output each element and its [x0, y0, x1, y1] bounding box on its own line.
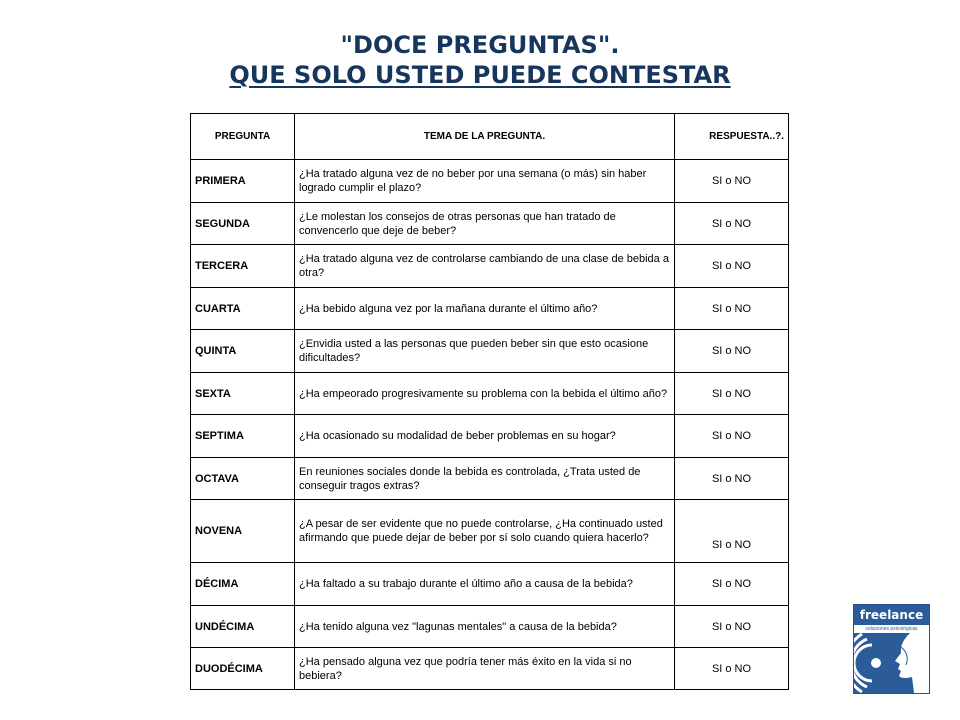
row-answer: SI o NO	[675, 245, 789, 288]
title-line-1: "DOCE PREGUNTAS".	[340, 31, 620, 59]
row-question: ¿Ha bebido alguna vez por la mañana durante el último año?	[295, 288, 675, 330]
header-pregunta: PREGUNTA	[191, 114, 295, 160]
table-row	[191, 563, 789, 606]
row-answer: SI o NO	[675, 288, 789, 330]
row-ordinal: SEGUNDA	[191, 203, 295, 245]
table-header-row	[191, 114, 789, 160]
row-ordinal: PRIMERA	[191, 160, 295, 203]
row-answer: SI o NO	[675, 458, 789, 500]
row-question: ¿Ha tratado alguna vez de no beber por una semana (o más) sin haber logrado cumplir el plazo?	[295, 160, 675, 203]
row-question: ¿Envidia usted a las personas que pueden beber sin que esto ocasione dificultades?	[295, 330, 675, 373]
logo-wordmark: freelance	[854, 605, 929, 625]
row-answer: SI o NO	[675, 606, 789, 648]
row-ordinal: SEPTIMA	[191, 415, 295, 458]
title-line-2: QUE SOLO USTED PUEDE CONTESTAR	[229, 61, 731, 89]
table-row	[191, 373, 789, 415]
row-ordinal: UNDÉCIMA	[191, 606, 295, 648]
row-answer: SI o NO	[675, 373, 789, 415]
row-answer: SI o NO	[675, 563, 789, 606]
row-ordinal: DÉCIMA	[191, 563, 295, 606]
table-row	[191, 160, 789, 203]
table-row	[191, 648, 789, 690]
row-ordinal: NOVENA	[191, 500, 295, 563]
row-question: ¿Le molestan los consejos de otras personas que han tratado de convencerlo que deje de beber?	[295, 203, 675, 245]
row-answer: SI o NO	[675, 330, 789, 373]
table-row	[191, 415, 789, 458]
table-row	[191, 606, 789, 648]
row-answer: SI o NO	[675, 500, 789, 563]
row-ordinal: QUINTA	[191, 330, 295, 373]
row-question: ¿Ha faltado a su trabajo durante el último año a causa de la bebida?	[295, 563, 675, 606]
row-ordinal: SEXTA	[191, 373, 295, 415]
logo-tagline: soluciones psicológicas	[854, 625, 929, 633]
head-silhouette-icon	[854, 633, 929, 693]
row-answer: SI o NO	[675, 648, 789, 690]
row-ordinal: TERCERA	[191, 245, 295, 288]
row-answer: SI o NO	[675, 203, 789, 245]
table-row	[191, 330, 789, 373]
row-question: ¿Ha tenido alguna vez "lagunas mentales" a causa de la bebida?	[295, 606, 675, 648]
row-question: ¿Ha tratado alguna vez de controlarse cambiando de una clase de bebida a otra?	[295, 245, 675, 288]
row-question: En reuniones sociales donde la bebida es controlada, ¿Trata usted de conseguir tragos extras?	[295, 458, 675, 500]
table-row	[191, 203, 789, 245]
row-question: ¿Ha ocasionado su modalidad de beber problemas en su hogar?	[295, 415, 675, 458]
table-row	[191, 245, 789, 288]
row-ordinal: CUARTA	[191, 288, 295, 330]
row-answer: SI o NO	[675, 415, 789, 458]
header-tema: TEMA DE LA PREGUNTA.	[295, 114, 675, 160]
table-row	[191, 500, 789, 563]
questions-table	[190, 113, 789, 690]
row-answer: SI o NO	[675, 160, 789, 203]
row-question: ¿Ha pensado alguna vez que podría tener más éxito en la vida si no bebiera?	[295, 648, 675, 690]
row-question: ¿A pesar de ser evidente que no puede controlarse, ¿Ha continuado usted afirmando que puede dejar de beber por sí solo cuando quiera hacerlo?	[295, 500, 675, 563]
page-title	[0, 30, 960, 90]
freelance-logo	[853, 604, 930, 694]
row-ordinal: OCTAVA	[191, 458, 295, 500]
table-row	[191, 458, 789, 500]
header-respuesta: RESPUESTA..?.	[675, 114, 789, 160]
table-row	[191, 288, 789, 330]
row-question: ¿Ha empeorado progresivamente su problema con la bebida el último año?	[295, 373, 675, 415]
row-ordinal: DUODÉCIMA	[191, 648, 295, 690]
